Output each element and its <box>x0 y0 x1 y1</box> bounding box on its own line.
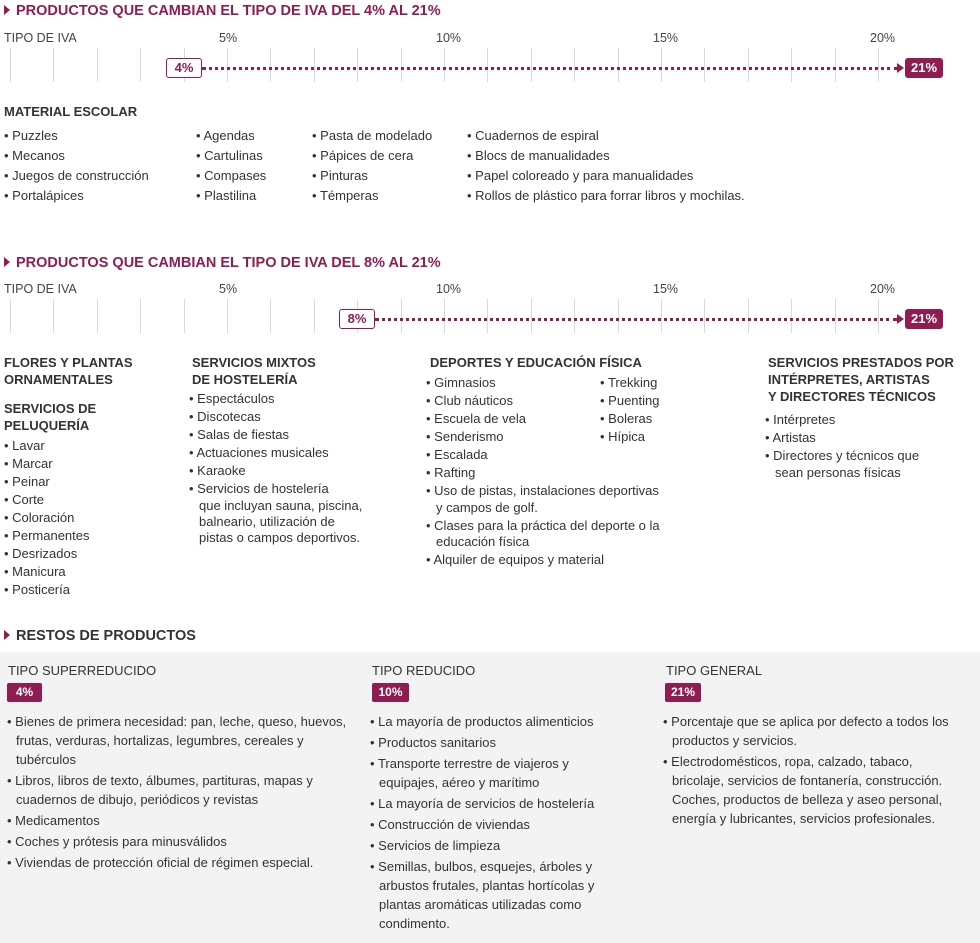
scale-tick <box>531 299 532 333</box>
badge-4: 4% <box>7 683 42 702</box>
arrow-right-icon <box>897 63 904 73</box>
list-item: • Hípica <box>600 428 660 446</box>
tipo-general-label: TIPO GENERAL <box>666 663 763 678</box>
list-item: • Alquiler de equipos y material <box>426 551 604 569</box>
scale-tick <box>401 299 402 333</box>
list-material-col4 <box>467 126 745 206</box>
scale-tick <box>184 299 185 333</box>
list-reducido <box>370 712 630 935</box>
scale-tick <box>227 48 228 82</box>
list-item: • Coches y prótesis para minusválidos <box>7 832 347 851</box>
list-item: • La mayoría de servicios de hostelería <box>370 794 630 813</box>
scale-tick <box>53 299 54 333</box>
list-item: • Desrizados <box>4 545 90 563</box>
scale-tick <box>878 299 879 333</box>
scale-tick <box>97 299 98 333</box>
tick-label: 20% <box>870 282 896 296</box>
axis-label: TIPO DE IVA <box>4 31 77 45</box>
list-item: • Libros, libros de texto, álbumes, partituras, mapas y cuadernos de dibujo, periódicos y revistas <box>7 771 347 809</box>
list-item: • Gimnasios <box>426 374 659 392</box>
scale-tick <box>878 48 879 82</box>
list-item: • Pápices de cera <box>312 146 432 166</box>
list-material-col1 <box>4 126 149 206</box>
scale-tick <box>270 48 271 82</box>
list-item: • Servicios de limpieza <box>370 836 630 855</box>
triangle-icon <box>4 630 10 640</box>
scale-tick <box>661 299 662 333</box>
scale-tick <box>357 48 358 82</box>
scale-tick <box>444 299 445 333</box>
category-servicios-artistas: SERVICIOS PRESTADOS POR INTÉRPRETES, ARTISTAS Y DIRECTORES TÉCNICOS <box>768 355 954 404</box>
list-item: • Coloración <box>4 509 90 527</box>
scale-tick <box>835 48 836 82</box>
category-hosteleria: SERVICIOS MIXTOS DE HOSTELERÍA <box>192 355 316 387</box>
list-item: • Bienes de primera necesidad: pan, leche, queso, huevos, frutas, verduras, hortalizas, legumbres, cereales y tubérculos <box>7 712 347 769</box>
rate-change-line <box>202 67 898 70</box>
section3-title: RESTOS DE PRODUCTOS <box>4 628 196 644</box>
list-item: • Rafting <box>426 464 659 482</box>
list-item: • Témperas <box>312 186 432 206</box>
list-material-col2 <box>196 126 266 206</box>
axis-label: TIPO DE IVA <box>4 282 77 296</box>
list-item: • Blocs de manualidades <box>467 146 745 166</box>
list-item: • Boleras <box>600 410 660 428</box>
rate-to-box: 21% <box>905 58 943 78</box>
tick-label: 10% <box>436 31 462 45</box>
tick-label: 20% <box>870 31 896 45</box>
list-item: • Marcar <box>4 455 90 473</box>
rate-from-box: 8% <box>339 309 375 329</box>
tick-label: 10% <box>436 282 462 296</box>
list-item: • Karaoke <box>189 462 329 480</box>
arrow-right-icon <box>897 314 904 324</box>
deportes-detail-2: educación física <box>436 534 530 549</box>
list-item: • Salas de fiestas <box>189 426 329 444</box>
badge-21: 21% <box>665 683 701 702</box>
scale-tick <box>704 299 705 333</box>
scale-tick <box>401 48 402 82</box>
list-item: • Plastilina <box>196 186 266 206</box>
section1-title: PRODUCTOS QUE CAMBIAN EL TIPO DE IVA DEL 4% AL 21% <box>4 3 441 19</box>
list-peluqueria <box>4 437 90 599</box>
list-item: • Permanentes <box>4 527 90 545</box>
list-item: • Intérpretes <box>765 411 919 429</box>
scale-tick <box>618 48 619 82</box>
scale-tick <box>618 299 619 333</box>
scale-tick <box>791 299 792 333</box>
category-peluqueria: SERVICIOS DE PELUQUERÍA <box>4 401 97 433</box>
list-item: • Productos sanitarios <box>370 733 630 752</box>
scale-tick <box>97 48 98 82</box>
list-item: • Electrodomésticos, ropa, calzado, tabaco, bricolaje, servicios de fontanería, construcción. Coches, productos de belleza y aseo personal, energía y lubricantes, servicios profesionales. <box>663 752 953 828</box>
list-item: • Clases para la práctica del deporte o la <box>426 517 660 535</box>
list-item: • Uso de pistas, instalaciones deportivas <box>426 482 659 500</box>
scale-tick <box>704 48 705 82</box>
scale-tick <box>140 299 141 333</box>
list-item: • Medicamentos <box>7 811 347 830</box>
scale-tick <box>53 48 54 82</box>
list-item: • Semillas, bulbos, esquejes, árboles y arbustos frutales, plantas hortícolas y plantas aromáticas utilizadas como condimento. <box>370 857 630 933</box>
triangle-icon <box>4 257 10 267</box>
list-item: • Cuadernos de espiral <box>467 126 745 146</box>
scale-tick <box>227 299 228 333</box>
list-item: • Senderismo <box>426 428 659 446</box>
section2-title: PRODUCTOS QUE CAMBIAN EL TIPO DE IVA DEL 8% AL 21% <box>4 255 441 271</box>
list-item: • Espectáculos <box>189 390 329 408</box>
scale-tick <box>487 299 488 333</box>
list-item: • Puzzles <box>4 126 149 146</box>
scale-tick <box>140 48 141 82</box>
triangle-icon <box>4 5 10 15</box>
rate-change-line <box>375 318 897 321</box>
scale-tick <box>10 48 11 82</box>
scale-tick <box>444 48 445 82</box>
list-item: • Escalada <box>426 446 659 464</box>
scale-tick <box>748 48 749 82</box>
category-deportes: DEPORTES Y EDUCACIÓN FÍSICA <box>430 355 642 370</box>
iva-scale-2 <box>0 279 980 341</box>
list-item: • Directores y técnicos que <box>765 447 919 465</box>
list-item: • Peinar <box>4 473 90 491</box>
list-servicios-artistas <box>765 411 919 465</box>
scale-tick <box>270 299 271 333</box>
tick-label: 15% <box>653 282 679 296</box>
badge-10: 10% <box>372 683 409 702</box>
category-flores: FLORES Y PLANTAS ORNAMENTALES <box>4 355 133 387</box>
list-item: • Viviendas de protección oficial de régimen especial. <box>7 853 347 872</box>
list-item: • Cartulinas <box>196 146 266 166</box>
list-item: • Posticería <box>4 581 90 599</box>
tick-label: 5% <box>219 282 238 296</box>
list-item: • Papel coloreado y para manualidades <box>467 166 745 186</box>
deportes-detail-1: y campos de golf. <box>436 500 538 515</box>
scale-tick <box>748 299 749 333</box>
scale-tick <box>791 48 792 82</box>
hosteleria-detail: que incluyan sauna, piscina, balneario, utilización de pistas o campos deportivos. <box>199 498 363 545</box>
rate-to-box: 21% <box>905 309 943 329</box>
tick-label: 5% <box>219 31 238 45</box>
list-item: • La mayoría de productos alimenticios <box>370 712 630 731</box>
list-item: • Transporte terrestre de viajeros y equipajes, aéreo y marítimo <box>370 754 630 792</box>
list-material-col3 <box>312 126 432 206</box>
list-deportes-col2 <box>600 374 660 446</box>
list-item: • Portalápices <box>4 186 149 206</box>
list-item: • Corte <box>4 491 90 509</box>
list-item: • Mecanos <box>4 146 149 166</box>
list-item: • Rollos de plástico para forrar libros y mochilas. <box>467 186 745 206</box>
list-item: • Lavar <box>4 437 90 455</box>
list-item: • Pasta de modelado <box>312 126 432 146</box>
list-item: • Juegos de construcción <box>4 166 149 186</box>
list-item: • Porcentaje que se aplica por defecto a todos los productos y servicios. <box>663 712 953 750</box>
list-item: • Agendas <box>196 126 266 146</box>
list-item: • Actuaciones musicales <box>189 444 329 462</box>
list-item: • Pinturas <box>312 166 432 186</box>
scale-tick <box>835 299 836 333</box>
scale-tick <box>314 48 315 82</box>
tipo-reducido-label: TIPO REDUCIDO <box>372 663 476 678</box>
scale-tick <box>314 299 315 333</box>
category-material-escolar: MATERIAL ESCOLAR <box>4 104 138 119</box>
list-item: • Trekking <box>600 374 660 392</box>
iva-scale-1 <box>0 28 980 90</box>
list-item: • Puenting <box>600 392 660 410</box>
servicios-detail: sean personas físicas <box>775 465 901 480</box>
list-hosteleria <box>189 390 329 498</box>
list-item: • Artistas <box>765 429 919 447</box>
list-item: • Club náuticos <box>426 392 659 410</box>
list-deportes-clases <box>426 517 660 535</box>
scale-tick <box>574 48 575 82</box>
rate-from-box: 4% <box>166 58 202 78</box>
scale-tick <box>574 299 575 333</box>
list-item: • Escuela de vela <box>426 410 659 428</box>
list-item: • Compases <box>196 166 266 186</box>
scale-tick <box>661 48 662 82</box>
list-item: • Servicios de hostelería <box>189 480 329 498</box>
list-item: • Manicura <box>4 563 90 581</box>
tick-label: 15% <box>653 31 679 45</box>
scale-tick <box>487 48 488 82</box>
tipo-superreducido-label: TIPO SUPERREDUCIDO <box>8 663 157 678</box>
list-superreducido <box>7 712 347 874</box>
list-item: • Discotecas <box>189 408 329 426</box>
scale-tick <box>10 299 11 333</box>
list-deportes-alquiler <box>426 551 604 569</box>
list-item: • Construcción de viviendas <box>370 815 630 834</box>
list-general <box>663 712 953 830</box>
scale-tick <box>531 48 532 82</box>
